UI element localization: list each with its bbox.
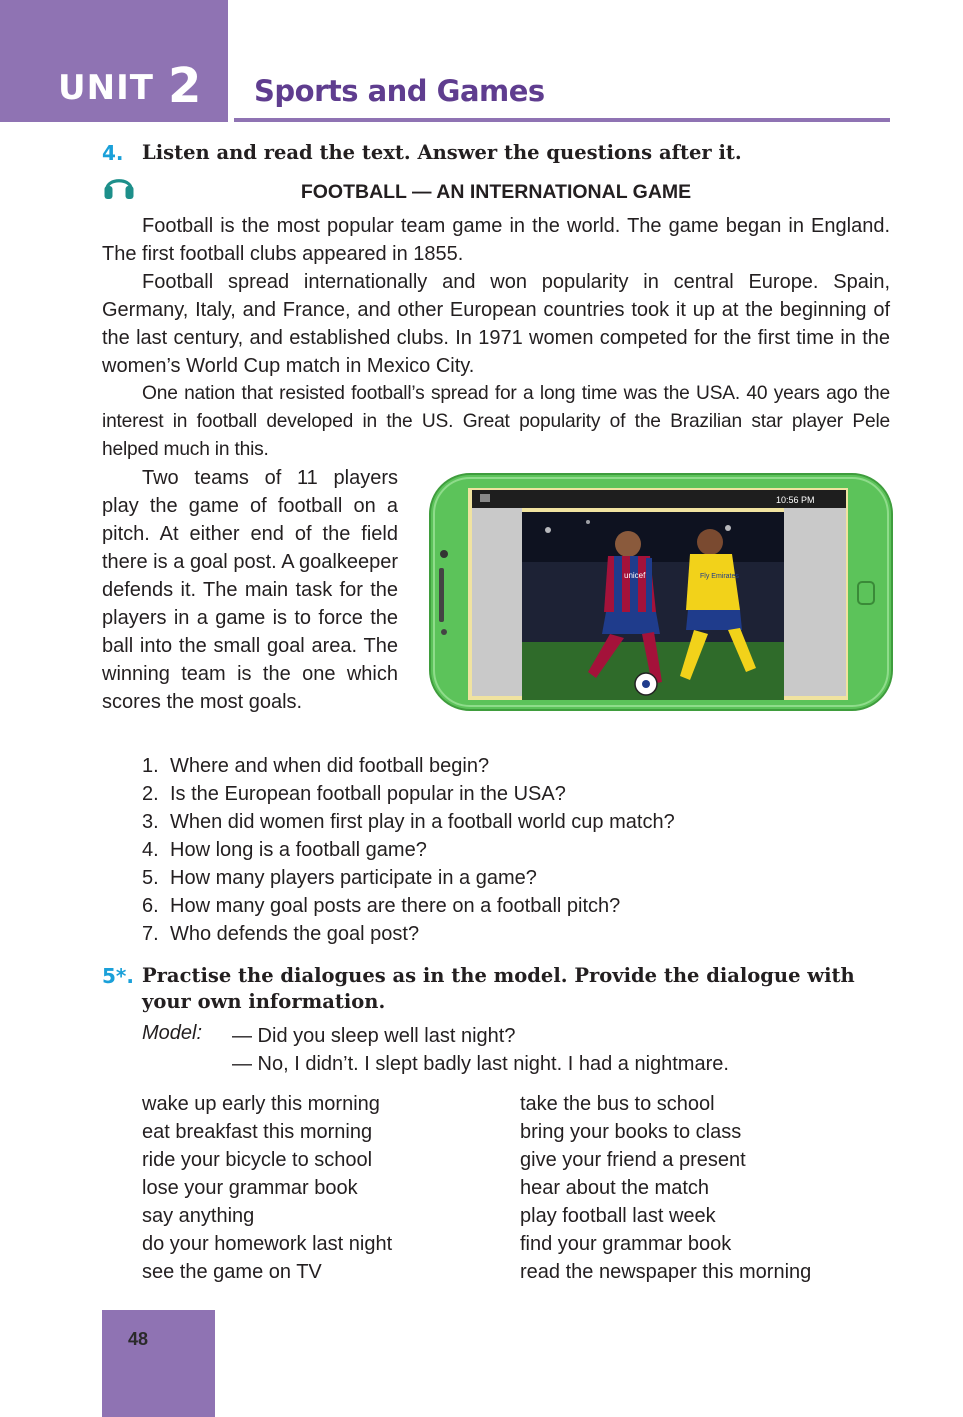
list-item: 4. How long is a football game? [142, 839, 427, 861]
model-label: Model: [142, 1022, 203, 1044]
list-item: bring your books to class [520, 1121, 742, 1143]
page-number-box [102, 1310, 215, 1417]
list-item: ride your bicycle to school [142, 1149, 373, 1171]
list-item: 7. Who defends the goal post? [142, 923, 420, 945]
list-item: find your grammar book [520, 1233, 732, 1255]
page-number: 48 [128, 1329, 149, 1349]
exercise-4-instruction: Listen and read the text. Answer the questions after it. [142, 141, 742, 164]
model-line-1: — Did you sleep well last night? [232, 1025, 516, 1047]
unit-title: Sports and Games [254, 74, 545, 108]
paragraph-3: One nation that resisted football’s spread for a long time was the USA. 40 years ago the interest in football developed in the US. Great popularity of the Brazilian star player Pele helped much in this. [102, 383, 890, 460]
model-line-2: — No, I didn’t. I slept badly last night. I had a nightmare. [232, 1053, 729, 1075]
list-item: 3. When did women first play in a football world cup match? [142, 811, 675, 833]
unit-banner [0, 0, 228, 122]
list-item: 5. How many players participate in a game? [142, 867, 537, 889]
list-item: lose your grammar book [142, 1177, 358, 1199]
exercise-4-number: 4. [102, 141, 124, 165]
paragraph-4: Two teams of 11 players play the game of football on a pitch. At either end of the field there is a goal post. A goalkeeper defends it. The main task for the players in a game is to force the ball into the small goal area. The winning team is the one which scores the most goals. [102, 467, 398, 713]
list-item: 1. Where and when did football begin? [142, 755, 490, 777]
list-item: read the newspaper this morning [520, 1261, 812, 1283]
exercise-5-number: 5*. [102, 964, 134, 988]
text-title: FOOTBALL — AN INTERNATIONAL GAME [300, 181, 692, 203]
unit-number: 2 [168, 58, 202, 114]
list-item: take the bus to school [520, 1093, 715, 1115]
svg-text:Fly Emirates: Fly Emirates [700, 573, 739, 580]
phrases-left-column [142, 1090, 392, 1286]
header-divider [234, 118, 890, 122]
paragraph-1: Football is the most popular team game in the world. The game began in England. The first football clubs appeared in 1855. [102, 215, 890, 265]
phone-illustration [428, 472, 894, 712]
unit-label: UNIT [58, 68, 154, 108]
list-item: 2. Is the European football popular in the USA? [142, 783, 566, 805]
paragraph-2: Football spread internationally and won popularity in central Europe. Spain, Germany, Italy, and France, and other European countries took it up at the beginning of the last century, and established clubs. In 1971 women competed for the first time in the women’s World Cup match in Mexico City. [102, 271, 890, 377]
exercise-5-instruction-line-2: your own information. [142, 990, 386, 1013]
list-item: 6. How many goal posts are there on a football pitch? [142, 895, 621, 917]
list-item: do your homework last night [142, 1233, 393, 1255]
list-item: see the game on TV [142, 1261, 322, 1283]
list-item: play football last week [520, 1205, 716, 1227]
list-item: hear about the match [520, 1177, 710, 1199]
svg-text:unicef: unicef [624, 571, 646, 580]
exercise-5-instruction-line-1: Practise the dialogues as in the model. Provide the dialogue with [142, 964, 855, 987]
questions-list [142, 752, 675, 948]
status-time: 10:56 PM [776, 495, 815, 505]
list-item: wake up early this morning [142, 1093, 380, 1115]
list-item: give your friend a present [520, 1149, 746, 1171]
phrases-right-column [520, 1090, 811, 1286]
list-item: say anything [142, 1205, 255, 1227]
list-item: eat breakfast this morning [142, 1121, 373, 1143]
